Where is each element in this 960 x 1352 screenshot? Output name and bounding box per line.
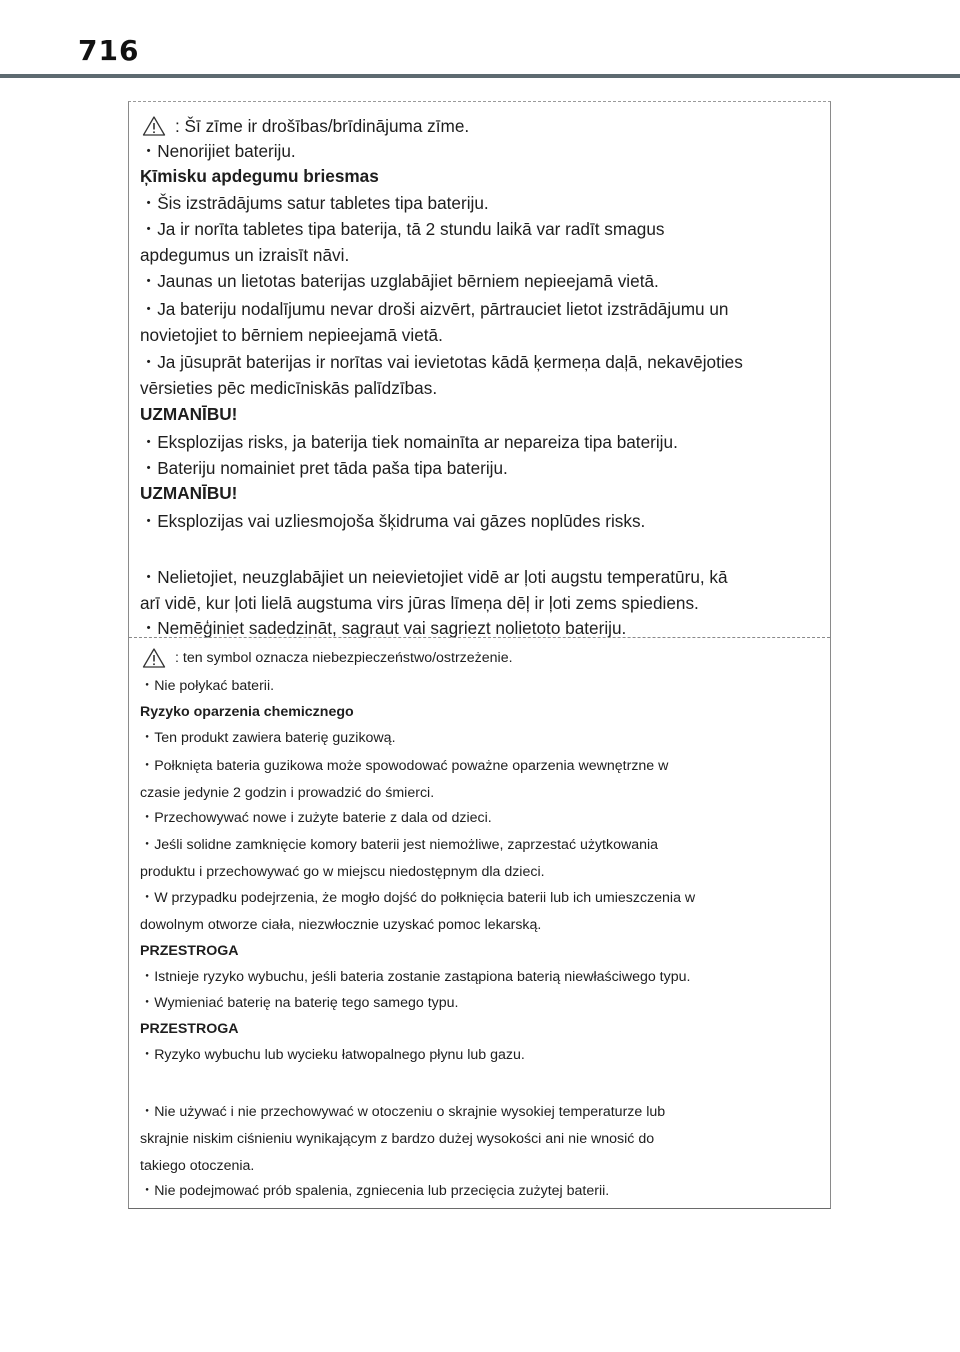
- polish-line: ・Przechowywać nowe i zużyte baterie z dala od dzieci.: [140, 810, 492, 826]
- polish-line: ・Ten produkt zawiera baterię guzikową.: [140, 730, 396, 746]
- polish-line: ・Jeśli solidne zamknięcie komory baterii jest niemożliwe, zaprzestać użytkowania: [140, 837, 659, 853]
- polish-line: ・Istnieje ryzyko wybuchu, jeśli bateria zostanie zastąpiona baterią niewłaściwego typu.: [140, 969, 691, 985]
- polish-line: czasie jedynie 2 godzin i prowadzić do śmierci.: [140, 785, 435, 801]
- latvian-line: apdegumus un izraisīt nāvi.: [140, 245, 350, 265]
- header-rule: [0, 74, 960, 78]
- polish-line: dowolnym otworze ciała, niezwłocznie uzyskać pomoc lekarską.: [140, 917, 542, 933]
- polish-line: ・Nie używać i nie przechowywać w otoczeniu o skrajnie wysokiej temperaturze lub: [140, 1104, 666, 1120]
- latvian-line: ・Ja bateriju nodalījumu nevar droši aizvērt, pārtrauciet lietot izstrādājumu un: [140, 299, 729, 319]
- warning-triangle-icon: [142, 647, 166, 669]
- latvian-line: arī vidē, kur ļoti lielā augstuma virs jūras līmeņa dēļ ir ļoti zems spiediens.: [140, 593, 699, 613]
- latvian-line: ・Eksplozijas risks, ja baterija tiek nomainīta ar nepareiza tipa bateriju.: [140, 432, 678, 452]
- polish-line: ・Wymieniać baterię na baterię tego samego typu.: [140, 995, 459, 1011]
- polish-heading: PRZESTROGA: [140, 1021, 239, 1037]
- latvian-line: ・Nelietojiet, neuzglabājiet un neievietojiet vidē ar ļoti augstu temperatūru, kā: [140, 567, 728, 587]
- warning-triangle-icon: [142, 115, 166, 137]
- latvian-heading: UZMANĪBU!: [140, 483, 238, 503]
- page-number: 716: [78, 34, 140, 67]
- polish-line: produktu i przechowywać go w miejscu niedostępnym dla dzieci.: [140, 864, 545, 880]
- polish-line: ・Nie połykać baterii.: [140, 678, 275, 694]
- polish-line: ・Ryzyko wybuchu lub wycieku łatwopalnego płynu lub gazu.: [140, 1047, 525, 1063]
- latvian-line: ・Nenorijiet bateriju.: [140, 141, 296, 161]
- latvian-line: ・Ja jūsuprāt baterijas ir norītas vai ievietotas kādā ķermeņa daļā, nekavējoties: [140, 352, 743, 372]
- polish-symbol-line: [140, 647, 513, 669]
- polish-line: takiego otoczenia.: [140, 1158, 255, 1174]
- polish-line: ・W przypadku podejrzenia, że mogło dojść do połknięcia baterii lub ich umieszczenia w: [140, 890, 696, 906]
- polish-line: ・Połknięta bateria guzikowa może spowodować poważne oparzenia wewnętrzne w: [140, 758, 669, 774]
- latvian-symbol-text: : Šī zīme ir drošības/brīdinājuma zīme.: [175, 116, 470, 136]
- polish-line: ・Nie podejmować prób spalenia, zgniecenia lub przecięcia zużytej baterii.: [140, 1183, 610, 1199]
- latvian-line: ・Šis izstrādājums satur tabletes tipa bateriju.: [140, 193, 489, 213]
- polish-line: skrajnie niskim ciśnieniu wynikającym z bardzo dużej wysokości ani nie wnosić do: [140, 1131, 655, 1147]
- polish-symbol-text: : ten symbol oznacza niebezpieczeństwo/ostrzeżenie.: [175, 650, 513, 666]
- polish-heading: PRZESTROGA: [140, 943, 239, 959]
- latvian-symbol-line: [140, 115, 469, 137]
- latvian-line: ・Nemēģiniet sadedzināt, sagraut vai sagriezt nolietoto bateriju.: [140, 618, 627, 638]
- latvian-line: novietojiet to bērniem nepieejamā vietā.: [140, 325, 443, 345]
- latvian-line: ・Eksplozijas vai uzliesmojoša šķidruma vai gāzes noplūdes risks.: [140, 511, 646, 531]
- latvian-line: vērsieties pēc medicīniskās palīdzības.: [140, 378, 438, 398]
- latvian-line: ・Jaunas un lietotas baterijas uzglabājiet bērniem nepieejamā vietā.: [140, 271, 659, 291]
- latvian-heading: UZMANĪBU!: [140, 404, 238, 424]
- battery-warning-box: [128, 101, 831, 1209]
- section-divider: [129, 637, 830, 638]
- latvian-line: ・Bateriju nomainiet pret tāda paša tipa bateriju.: [140, 458, 508, 478]
- latvian-line: ・Ja ir norīta tabletes tipa baterija, tā 2 stundu laikā var radīt smagus: [140, 219, 665, 239]
- latvian-heading: Ķīmisku apdegumu briesmas: [140, 166, 379, 186]
- polish-heading: Ryzyko oparzenia chemicznego: [140, 704, 354, 720]
